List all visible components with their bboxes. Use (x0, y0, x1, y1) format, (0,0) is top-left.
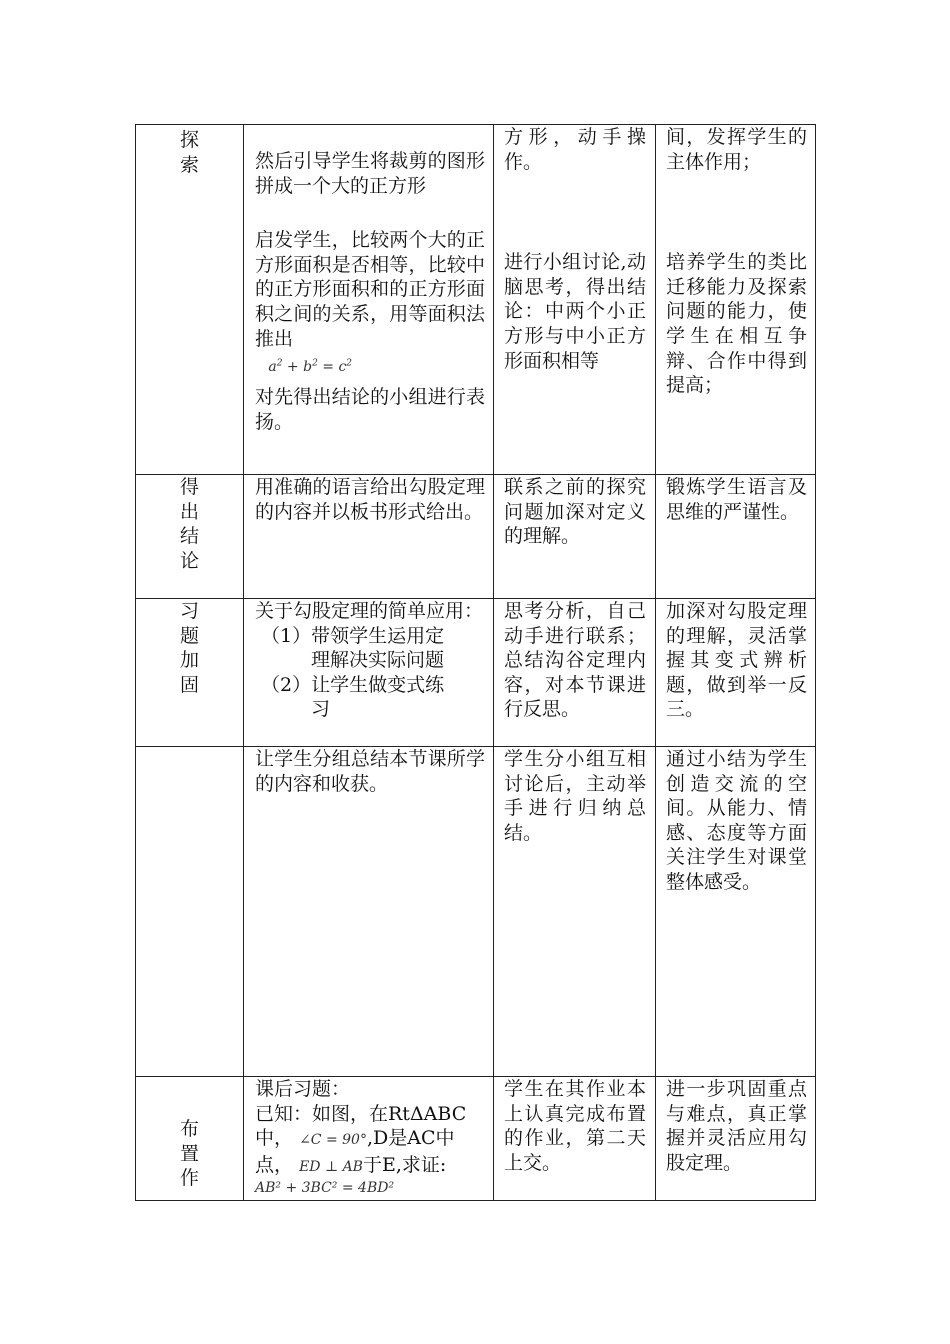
intent-text: 进一步巩固重点与难点，真正掌握并灵活应用勾股定理。 (666, 1078, 807, 1174)
list-item-continued: 习 (311, 698, 331, 721)
teacher-text: 课后习题： (255, 1078, 351, 1100)
teacher-text: 用准确的语言给出勾股定理的内容并以板书形式给出。 (255, 476, 485, 523)
stage-cell-explore (136, 125, 244, 475)
teacher-activity-cell (244, 1077, 494, 1201)
student-activity-cell (494, 475, 656, 599)
list-item: （1）带领学生运用定 (261, 624, 445, 647)
table-row-explore (136, 125, 816, 475)
stage-cell-homework (136, 1077, 244, 1201)
student-activity-cell (494, 1077, 656, 1201)
teacher-text: 让学生分组总结本节课所学的内容和收获。 (255, 748, 485, 795)
student-text: 学生分小组互相讨论后，主动举手进行归纳总结。 (504, 748, 646, 844)
design-intent-cell (656, 747, 816, 1077)
design-intent-cell (656, 125, 816, 475)
stage-cell-practice (136, 599, 244, 747)
figure-point-label (440, 1195, 449, 1201)
teacher-activity-cell (244, 599, 494, 747)
teacher-text: 中， ∠C = 90°,D是AC中 (255, 1127, 455, 1150)
teacher-activity-cell (244, 475, 494, 599)
table-row-homework (136, 1077, 816, 1201)
student-activity-cell (494, 599, 656, 747)
teacher-text: 关于勾股定理的简单应用： (255, 600, 484, 622)
table-row-summary (136, 747, 816, 1077)
student-text: 进行小组讨论,动脑思考，得出结论：中两个小正方形与中小正方形面积相等 (504, 251, 646, 372)
intent-text: 培养学生的类比迁移能力及探索问题的能力，使学生在相互争辩、合作中得到提高； (666, 251, 807, 397)
stage-label (179, 747, 201, 750)
stage-cell-summary (136, 747, 244, 1077)
perpendicular-formula: ED ⊥ AB (299, 1158, 363, 1175)
intent-text: 间，发挥学生的主体作用； (666, 126, 807, 173)
student-activity-cell (494, 747, 656, 1077)
teacher-text: 然后引导学生将裁剪的图形拼成一个大的正方形 (255, 150, 485, 197)
design-intent-cell (656, 475, 816, 599)
teacher-text: 已知：如图，在RtΔABC (255, 1102, 467, 1125)
stage-cell-conclusion (136, 475, 244, 599)
table-row-practice (136, 599, 816, 747)
teacher-activity-cell (244, 747, 494, 1077)
student-text: 学生在其作业本上认真完成布置的作业，第二天上交。 (504, 1078, 646, 1174)
teacher-text: 点， ED ⊥ AB于E,求证: (255, 1153, 447, 1176)
proof-formula: AB² + 3BC² = 4BD² (255, 1180, 395, 1197)
teacher-text: 启发学生，比较两个大的正方形面积是否相等，比较中的正方形面积和的正方形面积之间的关系，用等面积法推出 $a^2 + b^2 = c^2$ (255, 229, 485, 375)
stage-label: 习题加固 (179, 600, 199, 696)
student-activity-cell (494, 125, 656, 475)
lesson-plan-table (135, 124, 816, 1201)
student-text: 联系之前的探究问题加深对定义的理解。 (504, 476, 646, 548)
design-intent-cell (656, 1077, 816, 1201)
stage-label: 探索 (179, 129, 199, 176)
intent-text: 通过小结为学生创造交流的空间。从能力、情感、态度等方面关注学生对课堂整体感受。 (666, 748, 807, 893)
list-item-continued: 理解决实际问题 (311, 649, 445, 672)
student-text: 思考分析，自己动手进行联系；总结沟谷定理内容，对本节课进行反思。 (504, 600, 646, 721)
student-text: 方形，动手操作。 (504, 126, 646, 173)
stage-label: 布置作 (179, 1118, 199, 1190)
stage-label: 得出结论 (179, 476, 199, 572)
angle-formula: ∠C = 90° (299, 1132, 367, 1149)
design-intent-cell (656, 599, 816, 747)
table-row-conclusion (136, 475, 816, 599)
intent-text: 锻炼学生语言及思维的严谨性。 (666, 476, 807, 523)
teacher-activity-cell (244, 125, 494, 475)
teacher-text: 对先得出结论的小组进行表扬。 (255, 386, 485, 433)
intent-text: 加深对勾股定理的理解，灵活掌握其变式辨析题，做到举一反三。 (666, 600, 807, 721)
list-item: （2）让学生做变式练 (261, 673, 445, 696)
formula: $a^2 + b^2 = c^2$ (268, 358, 353, 375)
